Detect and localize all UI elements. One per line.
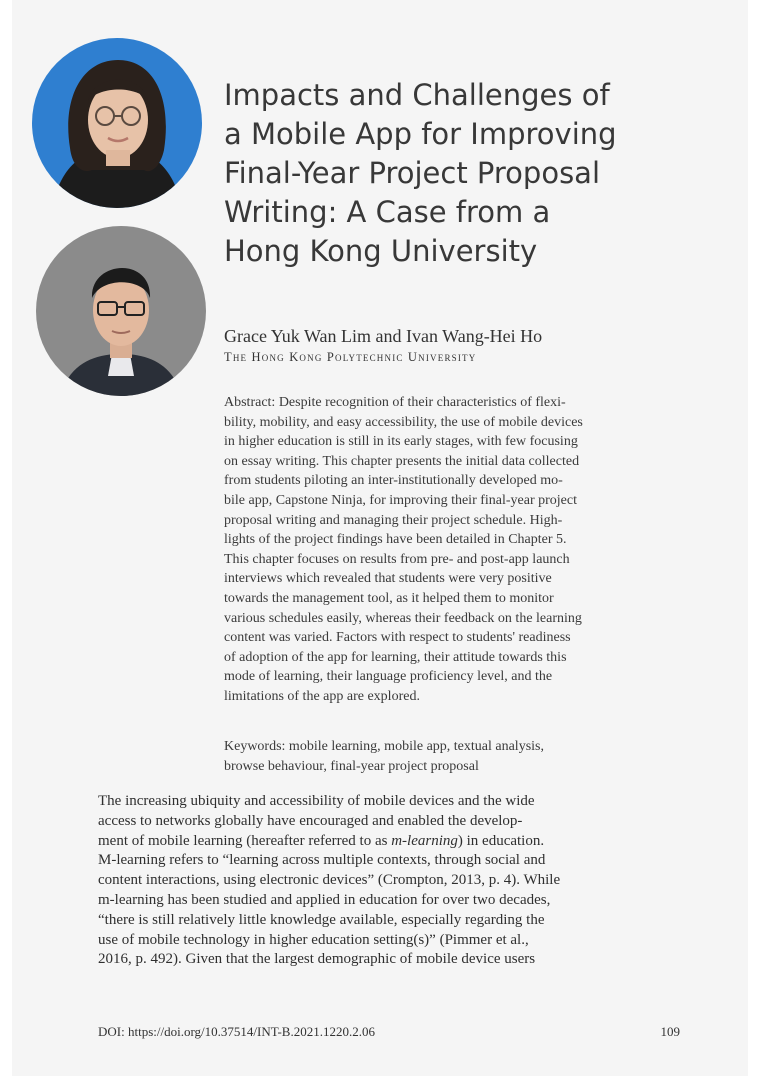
paper-page	[12, 0, 748, 1076]
abstract-line: lights of the project findings have been detailed in Chapter 5.	[224, 532, 567, 548]
keywords	[224, 737, 664, 776]
body-line: M-learning refers to “learning across multiple contexts, through social and	[98, 852, 546, 869]
abstract-line: mode of learning, their language proficiency level, and the	[224, 669, 553, 685]
abstract-line: bile app, Capstone Ninja, for improving their final-year project	[224, 492, 578, 508]
abstract-line: content was varied. Factors with respect to students' readiness	[224, 630, 571, 646]
abstract-line: Abstract: Despite recognition of their characteristics of flexi-	[224, 395, 566, 410]
body-line: “there is still relatively little knowledge available, especially regarding the	[98, 911, 545, 928]
paper-title	[224, 76, 664, 271]
body-line: use of mobile technology in higher education setting(s)” (Pimmer et al.,	[98, 931, 529, 948]
abstract-line: proposal writing and managing their project schedule. High-	[224, 512, 563, 528]
abstract	[224, 393, 664, 707]
abstract-line: on essay writing. This chapter presents the initial data collected	[224, 453, 580, 469]
abstract-line: from students piloting an inter-institutionally developed mo-	[224, 473, 563, 489]
title-line: Final-Year Project Proposal	[224, 156, 601, 190]
abstract-line: in higher education is still in its early stages, with few focusing	[224, 434, 578, 450]
doi-link[interactable]: DOI: https://doi.org/10.37514/INT-B.2021.1220.2.06	[98, 1024, 375, 1039]
abstract-line: of adoption of the app for learning, their attitude towards this	[224, 649, 567, 665]
page-number: 109	[660, 1024, 680, 1039]
author-names: Grace Yuk Wan Lim and Ivan Wang-Hei Ho	[224, 326, 543, 346]
abstract-line: various schedules easily, whereas their feedback on the learning	[224, 610, 582, 626]
abstract-line: bility, mobility, and easy accessibility, the use of mobile devices	[224, 414, 583, 430]
body-line: content interactions, using electronic devices” (Crompton, 2013, p. 4). While	[98, 872, 561, 889]
body-paragraph	[98, 792, 678, 970]
title-line: Impacts and Challenges of	[224, 78, 610, 112]
keywords-line: Keywords: mobile learning, mobile app, textual analysis,	[224, 739, 544, 754]
affiliation: The Hong Kong Polytechnic University	[224, 350, 477, 364]
abstract-line: towards the management tool, as it helped them to monitor	[224, 590, 554, 606]
body-line: m-learning has been studied and applied in education for over two decades,	[98, 891, 551, 908]
body-line: ment of mobile learning (hereafter referred to as m-learning) in education.	[98, 832, 545, 849]
body-line: access to networks globally have encouraged and enabled the develop-	[98, 812, 523, 829]
title-line: a Mobile App for Improving	[224, 117, 617, 151]
abstract-line: This chapter focuses on results from pre- and post-app launch	[224, 551, 570, 567]
author-photo-ivan-ho	[36, 226, 206, 396]
keywords-line: browse behaviour, final-year project proposal	[224, 758, 479, 774]
title-line: Hong Kong University	[224, 234, 538, 268]
body-line: 2016, p. 492). Given that the largest demographic of mobile device users	[98, 951, 536, 968]
title-line: Writing: A Case from a	[224, 195, 551, 229]
body-line: The increasing ubiquity and accessibility of mobile devices and the wide	[98, 793, 535, 809]
abstract-line: limitations of the app are explored.	[224, 688, 420, 704]
abstract-line: interviews which revealed that students were very positive	[224, 571, 552, 587]
author-photo-grace-lim	[32, 38, 202, 208]
